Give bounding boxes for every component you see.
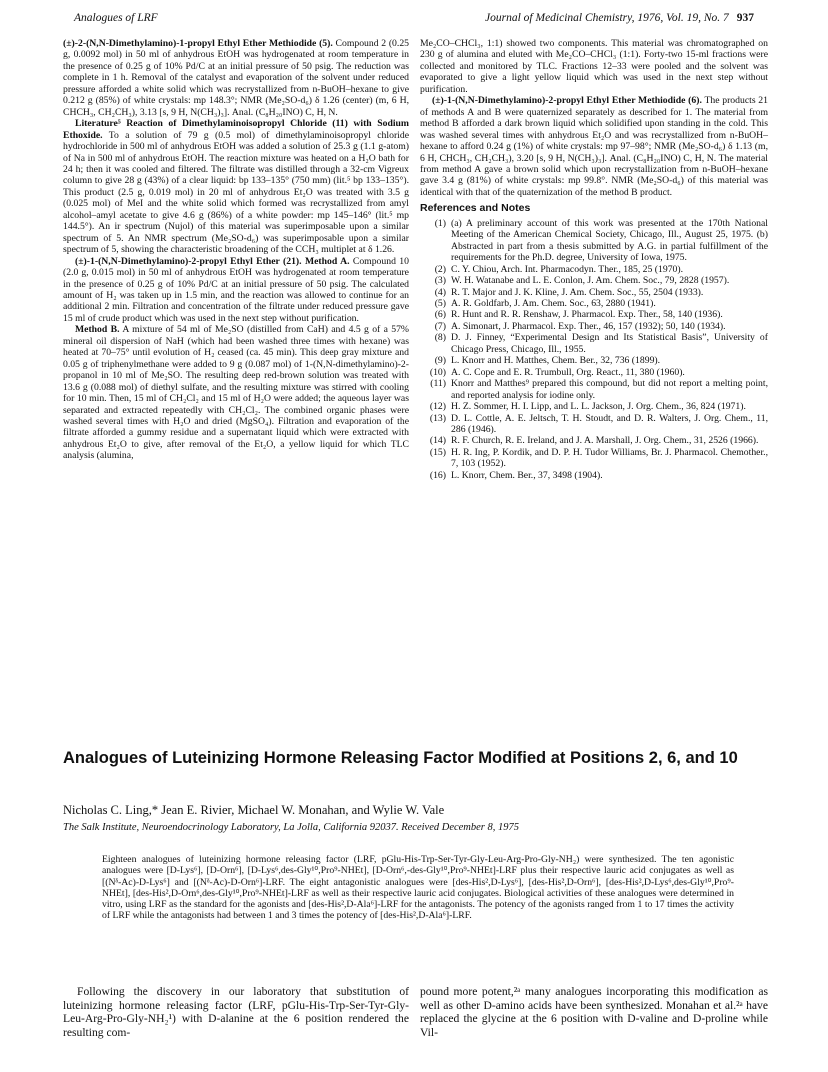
reference-item <box>420 378 768 401</box>
reference-number: (9) <box>434 355 446 367</box>
reference-item <box>420 447 768 470</box>
reference-item <box>420 413 768 436</box>
reference-text: (a) A preliminary account of this work was presented at the 170th National Meeting of the American Chemical Society, Chicago, Ill., August 25, 1975. (b) Abstracted in part from a thesis submitted by A.G. in partial fulfillment of the requirements for the Ph.D. degree, University of Iowa, 1975. <box>451 217 768 264</box>
reference-number: (4) <box>434 286 446 298</box>
reference-number: (15) <box>429 446 446 458</box>
reference-text: R. T. Major and J. K. Kline, J. Am. Chem. Soc., 55, 2504 (1933). <box>451 286 704 298</box>
header-right <box>485 12 754 24</box>
paragraph-body: A mixture of 54 ml of Me₂SO (distilled from CaH) and 4.5 g of a 57% mineral oil dispersion of NaH (which had been washed three times with hexane) was heated at 70–75° until evolution of H₂ ceased (ca. 45 min). This deep gray mixture and 0.05 g of triphenylmethane were added to 9 g (0.087 mol) of 1-(N,N-dimethylamino)-2-propanol in 10 ml of Me₂SO. The resulting deep red-brown solution was treated with 13.6 g (0.088 mol) of diethyl sulfate, and the resulting mixture was stirred with cooling for 10 min. Then, 15 ml of CH₂Cl₂ and 15 ml of H₂O were added; the aqueous layer was separated and extracted repeatedly with CH₂Cl₂. The combined organic phases were washed several times with H₂O and dried (MgSO₄). Filtration and evaporation of the filtrate afforded a gummy residue and a supernatant liquid which were extracted with anhydrous Et₂O to give, after removal of the Et₂O, a yellow liquid for which TLC analysis (alumina, <box>63 324 410 462</box>
reference-item <box>420 218 768 264</box>
reference-item <box>420 355 768 366</box>
paragraph <box>63 38 409 118</box>
affiliation <box>63 822 763 833</box>
author-list: Nicholas C. Ling,* Jean E. Rivier, Michael W. Monahan, and Wylie W. Vale <box>63 803 445 817</box>
reference-text: L. Knorr and H. Matthes, Chem. Ber., 32, 736 (1899). <box>451 355 661 367</box>
references-heading: References and Notes <box>420 202 531 215</box>
reference-item <box>420 435 768 446</box>
reference-list <box>420 218 768 481</box>
reference-number: (13) <box>429 412 446 424</box>
header-left: Analogues of LRF <box>74 12 158 24</box>
paragraph: pound more potent,²ᵃ many analogues incorporating this modification as well as other D-amino acids have been synthesized. Monahan et al.²ᵃ have replaced the glycine at the 6 position with D-valine and D-proline while Vil- <box>420 985 768 1040</box>
affiliation-text: The Salk Institute, Neuroendocrinology Laboratory, La Jolla, California 92037. <box>63 822 399 833</box>
right-column <box>420 38 768 481</box>
reference-text: A. R. Goldfarb, J. Am. Chem. Soc., 63, 2880 (1941). <box>451 297 656 309</box>
reference-item <box>420 264 768 275</box>
paragraph-body: Compound 10 (2.0 g, 0.015 mol) in 50 ml of anhydrous EtOH was hydrogenated at room temperature in the presence of 0.25 g of 10% Pd/C at an initial pressure of 50 psig. The calculated amount of H₂ was taken up in 1.5 min, and the reaction was allowed to continue for an additional 2 min. Filtration and concentration of the filtrate under reduced pressure gave 15 ml of crude product which was used in the next step without purification. <box>63 255 409 324</box>
paragraph <box>63 256 409 325</box>
abstract: Eighteen analogues of luteinizing hormone releasing factor (LRF, pGlu-His-Trp-Ser-Tyr-Gly-Leu-Arg-Pro-Gly-NH₂) were synthesized. The ten agonistic analogues were [D-Lys⁶], [D-Orn⁶], [D-Lys⁶,des-Gly¹⁰,Pro⁹-NHEt], [D-Orn⁶,-des-Gly¹⁰,Pro⁹-NHEt]-LRF plus their respective lauric acid conjugates as well as [(Nᵟ-Ac)-D-Lys⁶] and [(Nᵟ-Ac)-D-Orn⁶]-LRF. The eight antagonistic analogues were [des-His²,D-Lys⁶], [des-His²,D-Orn⁶], [des-His²,D-Lys⁶,des-Gly¹⁰,Pro⁹-NHEt], [des-His²,D-Orn⁶,des-Gly¹⁰,Pro⁹-NHEt]-LRF as well as their respective lauric acid conjugates. Biological activities of these analogues were determined in vitro, using LRF as the standard for the agonists and [des-His²,D-Ala⁶]-LRF for the antagonists. The potency of the agonists ranged from 1 to 17 times the activity of LRF while the antagonists had between 1 and 3 times the potency of [des-His²,D-Ala⁶]-LRF. <box>102 854 734 922</box>
reference-text: R. Hunt and R. R. Renshaw, J. Pharmacol. Exp. Ther., 58, 140 (1936). <box>451 309 723 321</box>
page-number: 937 <box>736 12 754 24</box>
paragraph-body: To a solution of 79 g (0.5 mol) of dimethylaminoisopropyl chloride hydrochloride in 500 ml of anhydrous EtOH was added a solution of 25.3 g (1.1 g-atom) of Na in 500 ml of anhydrous EtOH. The reaction mixture was heated on a H₂O bath for 24 h; then it was cooled and filtered. The filtrate was distilled through a 32-cm Vigreux column to give 28 g (43%) of a clear liquid: bp 133–135° (750 mm) (lit.⁵ bp 133–135°). This product (2.5 g, 0.019 mol) in 20 ml of anhydrous Et₂O was treated with 3.5 g (0.025 mol) of MeI and the white solid which formed was recrystallized from amyl alcohol–amyl acetate to give 4.6 g (86%) of a white powder: mp 145–146° (lit.⁵ mp 144.5°). An ir spectrum (Nujol) of this material was superimposable upon a similar spectrum of 5. An NMR spectrum (Me₂SO-d₆) was superimposable upon a similar spectrum of 5, showing the characteristic broadening of the CCH₃ multiplet at δ 1.26. <box>63 129 410 256</box>
left-column <box>63 38 409 462</box>
reference-item <box>420 275 768 286</box>
reference-number: (14) <box>429 435 446 447</box>
paragraph-heading: (±)-1-(N,N-Dimethylamino)-2-propyl Ethyl Ether Methiodide (6). <box>432 95 702 107</box>
reference-number: (7) <box>434 320 446 332</box>
paragraph-heading: Method B. <box>75 324 120 336</box>
reference-text: H. Z. Sommer, H. I. Lipp, and L. L. Jackson, J. Org. Chem., 36, 824 (1971). <box>451 401 746 413</box>
reference-item <box>420 321 768 332</box>
reference-text: L. Knorr, Chem. Ber., 37, 3498 (1904). <box>451 469 603 481</box>
reference-number: (6) <box>434 309 446 321</box>
journal-citation: Journal of Medicinal Chemistry, 1976, Vol. 19, No. 7 <box>485 12 729 24</box>
reference-text: D. J. Finney, “Experimental Design and Its Statistical Basis”, University of Chicago Press, Chicago, Ill., 1955. <box>451 332 768 355</box>
reference-number: (8) <box>434 332 446 344</box>
reference-item <box>420 332 768 355</box>
reference-text: Knorr and Matthes⁹ prepared this compound, but did not report a melting point, and reported analysis for iodine only. <box>451 378 768 401</box>
running-header <box>74 12 754 28</box>
reference-text: C. Y. Chiou, Arch. Int. Pharmacodyn. Ther., 185, 25 (1970). <box>451 263 684 275</box>
reference-text: D. L. Cottle, A. E. Jeltsch, T. H. Stoudt, and D. R. Walters, J. Org. Chem., 11, 286 (1946). <box>451 412 768 435</box>
paragraph <box>420 95 768 198</box>
reference-number: (11) <box>430 378 446 390</box>
reference-item <box>420 367 768 378</box>
paragraph-body: Compound 2 (0.25 g, 0.0092 mol) in 50 ml of anhydrous EtOH was hydrogenated at room temperature in the presence of 0.25 g of 10% Pd/C at an initial pressure of 50 psig. The reduction was complete in 1 h. Removal of the catalyst and evaporation of the solvent under reduced pressure afforded a white solid which was recrystallized from n-BuOH–hexane to give 0.212 g (85%) of white crystals: mp 148.3°; NMR (Me₂SO-d₆) δ 1.26 (center) (m, 6 H, CHCH₃, CH₂CH₃), 3.13 [s, 9 H, N(CH₃)₃]. Anal. (C₈H₂₀INO) C, H, N. <box>63 38 410 118</box>
reference-item <box>420 470 768 481</box>
reference-text: W. H. Watanabe and L. E. Conlon, J. Am. Chem. Soc., 79, 2828 (1957). <box>451 275 730 287</box>
reference-number: (10) <box>429 366 446 378</box>
reference-number: (5) <box>434 297 446 309</box>
article-title: Analogues of Luteinizing Hormone Releasing Factor Modified at Positions 2, 6, and 10 <box>63 749 738 767</box>
reference-number: (16) <box>429 469 446 481</box>
paragraph-heading: Literature⁵ Reaction of Dimethylaminoisopropyl Chloride (11) with Sodium Ethoxide. <box>63 118 409 141</box>
paragraph: Me₂CO–CHCl₃, 1:1) showed two components. This material was chromatographed on 230 g of alumina and eluted with Me₂CO–CHCl₃ (1:1). Forty-two 15-ml fractions were collected and monitored by TLC. Fractions 12–33 were pooled and the solvent was evaporated to give a light yellow liquid which was used in the next step without purification. <box>420 38 768 95</box>
received-date: Received December 8, 1975 <box>401 822 520 833</box>
reference-number: (2) <box>434 263 446 275</box>
reference-text: A. Simonart, J. Pharmacol. Exp. Ther., 46, 157 (1932); 50, 140 (1934). <box>451 320 726 332</box>
paragraph: Following the discovery in our laboratory that substitution of luteinizing hormone releasing factor (LRF, pGlu-His-Trp-Ser-Tyr-Gly-Leu-Arg-Pro-Gly-NH₂¹) with D-alanine at the 6 position rendered the resulting com- <box>63 985 409 1040</box>
paragraph <box>63 324 409 461</box>
reference-number: (12) <box>429 401 446 413</box>
reference-text: H. R. Ing, P. Kordik, and D. P. H. Tudor Williams, Br. J. Pharmacol. Chemother., 7, 103 (1952). <box>451 446 768 470</box>
paragraph-heading: (±)-2-(N,N-Dimethylamino)-1-propyl Ethyl Ether Methiodide (5). <box>63 38 333 49</box>
body-right-column <box>420 985 768 1040</box>
paragraph-heading: (±)-1-(N,N-Dimethylamino)-2-propyl Ethyl Ether (21). Method A. <box>75 255 350 267</box>
reference-text: A. C. Cope and E. R. Trumbull, Org. React., 11, 380 (1960). <box>451 366 685 378</box>
paragraph-body: The products 21 of methods A and B were quaternized separately as described for 1. The material from method B afforded a dark brown liquid which solidified upon standing in the cold. This was washed several times with anhydrous Et₂O and was recrystallized from n-BuOH–hexane to afford 0.24 g (1%) of white crystals: mp 97–98°; NMR (Me₂SO-d₆) δ 1.13 (m, 6 H, CHCH₃, CH₂CH₃), 3.20 [s, 9 H, N(CH₃)₃]. Anal. (C₈H₂₀INO) C, H, N. The material from method A gave a brown solid which upon recrystallization from n-BuOH–hexane gave 3.4 g (81%) of white crystals: mp 99.8°. NMR (Me₂SO-d₆) of this material was identical with that of the quaternization of the method B product. <box>420 95 768 198</box>
reference-number: (1) <box>434 217 446 229</box>
paragraph <box>63 118 409 255</box>
reference-item <box>420 401 768 412</box>
reference-item <box>420 287 768 298</box>
reference-text: R. F. Church, R. E. Ireland, and J. A. Marshall, J. Org. Chem., 31, 2526 (1966). <box>451 435 759 447</box>
reference-item <box>420 298 768 309</box>
body-left-column <box>63 985 409 1040</box>
reference-number: (3) <box>434 275 446 287</box>
reference-item <box>420 309 768 320</box>
